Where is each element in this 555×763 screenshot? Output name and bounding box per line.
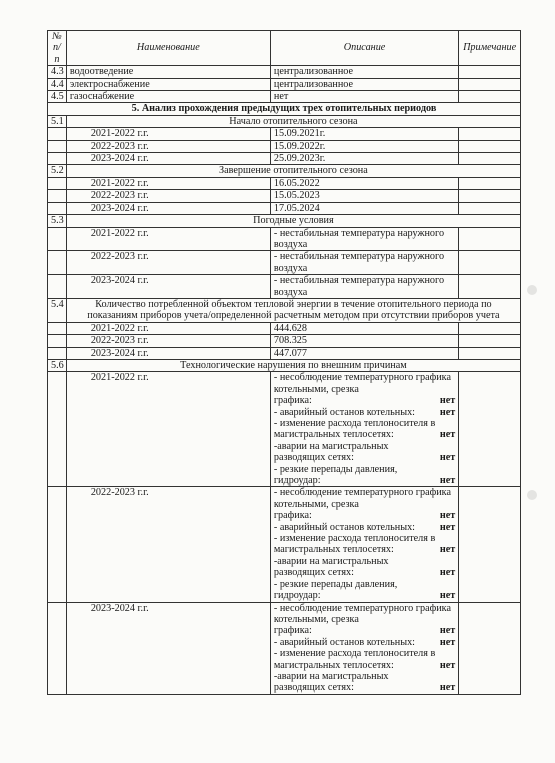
section-5-title: 5. Анализ прохождения предыдущих трех отопительных периодов [48,103,521,115]
table-row: 2022-2023 г.г. - нестабильная температура наружного воздуха [48,251,521,275]
violations-cell: - несоблюдение температурного графика котельными, срезка графика: нет - аварийный останов котельных: нет - изменение расхода теплоносителя в магистральных теплосетях: нет -аварии на магистральных разводящих сетях: нет - резкие перепады давления, гидроудар: нет [270,372,458,487]
punch-hole-mark [527,285,537,295]
table-row: 2021-2022 г.г. - несоблюдение температурного графика котельными, срезка графика: нет - аварийный останов котельных: нет - изменение расхода теплоносителя в магистральных теплосетях: нет -аварии на магистральных разводящих сетях: нет - резкие перепады давления, гидроудар: нет [48,372,521,487]
table-row: 2023-2024 г.г. 447.077 [48,347,521,359]
punch-hole-mark [527,490,537,500]
table-row: 2022-2023 г.г. 15.05.2023 [48,190,521,202]
table-row: 2022-2023 г.г. - несоблюдение температурного графика котельными, срезка графика: нет - аварийный останов котельных: нет - изменение расхода теплоносителя в магистральных теплосетях: нет -аварии на магистральных разводящих сетях: нет - резкие перепады давления, гидроудар: нет [48,487,521,602]
subsection-row: 5.1 Начало отопительного сезона [48,115,521,127]
subsection-title: Начало отопительного сезона [66,115,520,127]
header-desc: Описание [270,31,458,66]
subsection-row: 5.3 Погодные условия [48,215,521,227]
subsection-title: Погодные условия [66,215,520,227]
section-heading-row [48,103,521,115]
subsection-row: 5.6 Технологические нарушения по внешним причинам [48,359,521,371]
subsection-row: 5.4 Количество потребленной объектом тепловой энергии в течение отопительного периода по показаниям приборов учета/определенной расчетным методом при отсутствии приборов учета [48,298,521,322]
subsection-title: Завершение отопительного сезона [66,165,520,177]
table-row: 4.3 водоотведение централизованное [48,66,521,78]
table-row: 2021-2022 г.г. 16.05.2022 [48,177,521,189]
header-name: Наименование [66,31,270,66]
subsection-row: 5.2 Завершение отопительного сезона [48,165,521,177]
table-row: 2023-2024 г.г. - несоблюдение температурного графика котельными, срезка графика: нет - аварийный останов котельных: нет - изменение расхода теплоносителя в магистральных теплосетях: нет -аварии на магистральных разводящих сетях: нет [48,602,521,694]
subsection-title: Технологические нарушения по внешним причинам [66,359,520,371]
table-row: 2023-2024 г.г. 17.05.2024 [48,202,521,214]
table-row: 2022-2023 г.г. 708.325 [48,335,521,347]
table-row: 2022-2023 г.г. 15.09.2022г. [48,140,521,152]
subsection-title: Количество потребленной объектом тепловой энергии в течение отопительного периода по показаниям приборов учета/определенной расчетным методом при отсутствии приборов учета [66,298,520,322]
table-row: 2023-2024 г.г. - нестабильная температура наружного воздуха [48,275,521,299]
table-row: 4.5 газоснабжение нет [48,91,521,103]
document-page [47,30,521,695]
table-row: 2021-2022 г.г. - нестабильная температура наружного воздуха [48,227,521,251]
table-row: 2021-2022 г.г. 444.628 [48,322,521,334]
passport-table [47,30,521,695]
header-num: № п/п [48,31,67,66]
violations-cell: - несоблюдение температурного графика котельными, срезка графика: нет - аварийный останов котельных: нет - изменение расхода теплоносителя в магистральных теплосетях: нет -аварии на магистральных разводящих сетях: нет - резкие перепады давления, гидроудар: нет [270,487,458,602]
table-row: 2021-2022 г.г. 15.09.2021г. [48,128,521,140]
violations-cell: - несоблюдение температурного графика котельными, срезка графика: нет - аварийный останов котельных: нет - изменение расхода теплоносителя в магистральных теплосетях: нет -аварии на магистральных разводящих сетях: нет [270,602,458,694]
table-row: 4.4 электроснабжение централизованное [48,78,521,90]
header-note: Примечание [459,31,521,66]
table-row: 2023-2024 г.г. 25.09.2023г. [48,153,521,165]
header-row [48,31,521,66]
